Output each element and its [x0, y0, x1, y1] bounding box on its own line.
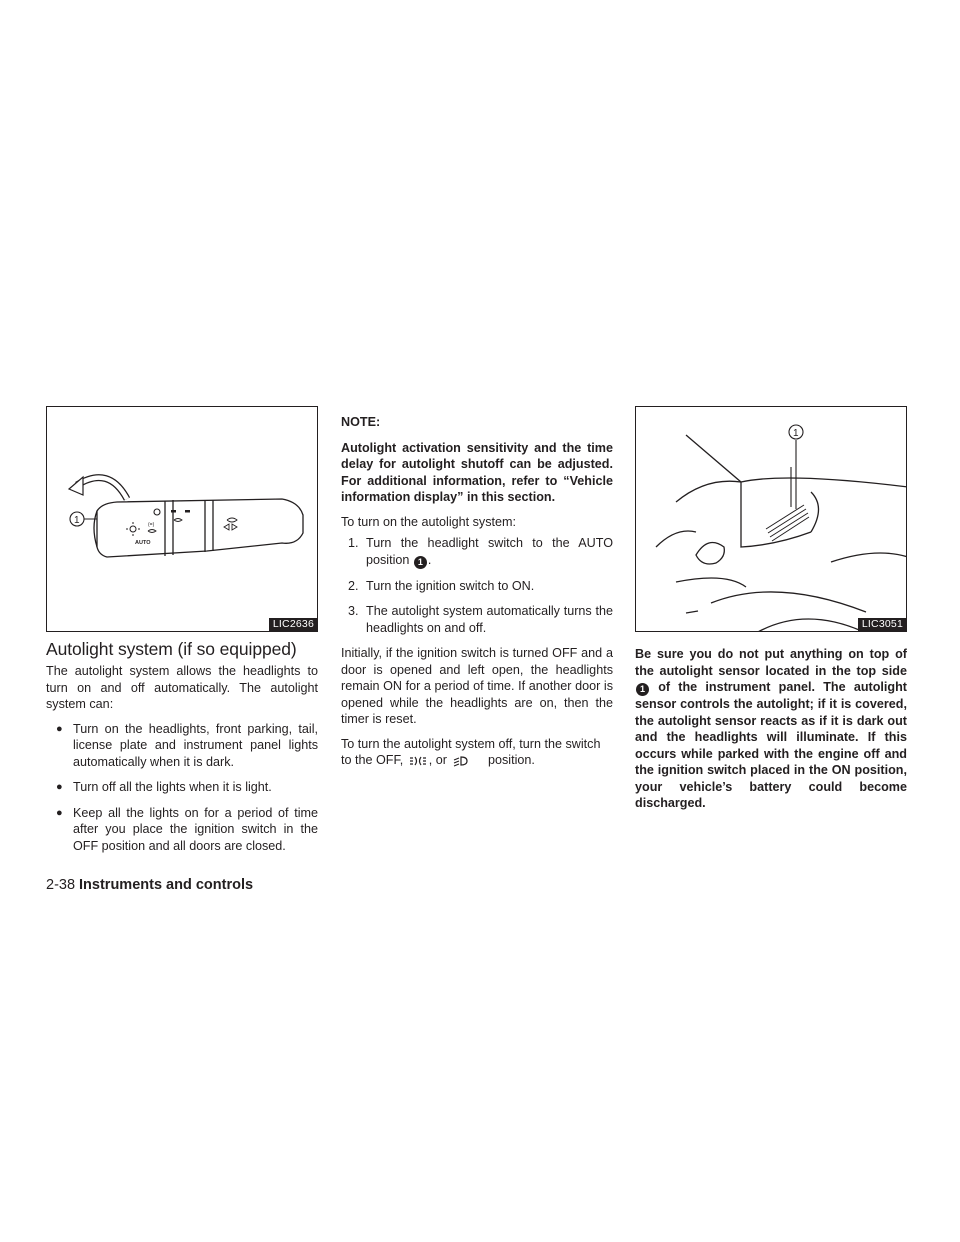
- list-item: ● Turn on the headlights, front parking, tail, license plate and instrument panel lights automatically when it is dark.: [56, 721, 318, 769]
- autolight-sensor-figure: [635, 406, 907, 632]
- left-column: [46, 406, 318, 863]
- right-column: [635, 406, 907, 820]
- headlight-icon: [453, 755, 469, 767]
- initially-paragraph: Initially, if the ignition switch is turned OFF and a door is opened and left open, the headlights remain ON for a period of time. If another door is opened while the headlights are on, then the timer is reset.: [341, 646, 613, 726]
- callout-icon: 1: [414, 556, 427, 569]
- section-intro: The autolight system allows the headlights to turn on and off automatically. The autolight system can:: [46, 664, 318, 711]
- bullet-icon: ●: [56, 722, 63, 735]
- list-item: 3. The autolight system automatically turns the headlights on and off.: [348, 604, 613, 635]
- list-item: ● Turn off all the lights when it is light.: [56, 780, 272, 794]
- bullet-icon: ●: [56, 806, 63, 819]
- headlight-switch-illustration: [47, 407, 318, 632]
- turn-off-paragraph: To turn the autolight system off, turn the switch to the OFF, , or position.: [341, 736, 601, 767]
- section-title: Autolight system (if so equipped): [46, 639, 297, 659]
- note-heading: NOTE:: [341, 415, 381, 429]
- note-text: Autolight activation sensitivity and the time delay for autolight shutoff can be adjusted. For additional information, refer to “Vehicle information display” in this section.: [341, 440, 613, 504]
- parking-lights-icon: [409, 755, 427, 767]
- figure-label: LIC3051: [858, 618, 906, 631]
- turn-on-intro: To turn on the autolight system:: [341, 514, 517, 529]
- svg-text:AUTO: AUTO: [135, 540, 151, 546]
- svg-text:(=): (=): [148, 522, 155, 528]
- list-item: 1. Turn the headlight switch to the AUTO position 1 .: [348, 536, 613, 567]
- chapter-title: Instruments and controls: [79, 877, 254, 893]
- turn-on-steps: [341, 535, 613, 636]
- figure-callout: 1: [74, 515, 80, 526]
- figure-label: LIC2636: [269, 618, 317, 631]
- page-footer: [46, 876, 253, 894]
- capability-list: [46, 721, 318, 855]
- middle-column: [341, 406, 613, 777]
- page-number: 2-38: [46, 877, 76, 893]
- bullet-icon: ●: [56, 781, 63, 793]
- list-item: ● Keep all the lights on for a period of time after you place the ignition switch in the OFF position and all doors are closed.: [56, 805, 318, 853]
- callout-icon: 1: [636, 683, 649, 696]
- list-item: 2. Turn the ignition switch to ON.: [348, 578, 535, 593]
- figure-callout: 1: [793, 428, 799, 439]
- warning-paragraph: Be sure you do not put anything on top of the autolight sensor located in the top side 1 of the instrument panel. The autolight sensor controls the autolight; if it is covered, the autolight sensor reacts as if it is dark out and the headlights will illuminate. If this occurs while parked with the engine off and the ignition switch placed in the ON position, your vehicle’s battery could become discharged.: [635, 647, 907, 810]
- headlight-switch-figure: [46, 406, 318, 632]
- dashboard-sensor-illustration: [636, 407, 907, 632]
